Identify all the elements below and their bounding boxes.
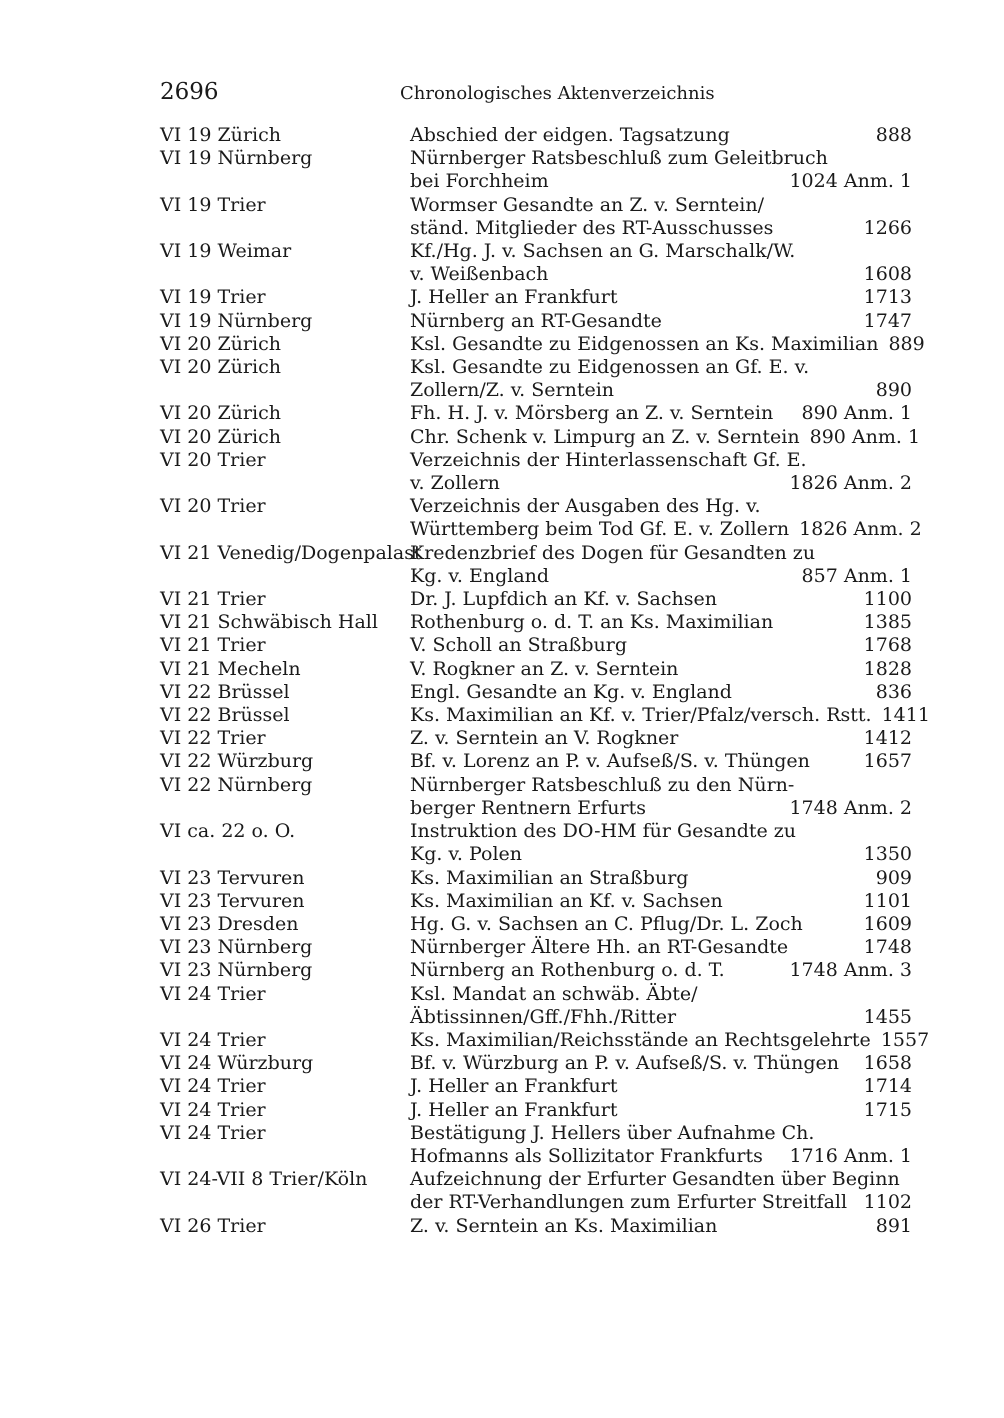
entry-date-place: VI 21 Schwäbisch Hall — [160, 611, 378, 634]
list-item — [160, 820, 912, 866]
entry-description — [410, 449, 912, 495]
description-text: Bf. v. Lorenz an P. v. Aufseß/S. v. Thüngen — [410, 750, 810, 773]
entry-date-place: VI 24 Trier — [160, 1121, 266, 1144]
entry-reference-number: 1101 — [863, 889, 912, 912]
description-text: der RT-Verhandlungen zum Erfurter Streitfall — [410, 1191, 848, 1214]
description-line — [410, 518, 922, 541]
list-item — [160, 634, 912, 657]
entry-reference-number: 1747 — [863, 309, 912, 332]
entry-reference-number: 1411 — [881, 704, 930, 727]
entry-date-place: VI 22 Brüssel — [160, 704, 290, 727]
list-item — [160, 983, 912, 1029]
entry-description — [410, 1099, 912, 1122]
list-item — [160, 936, 912, 959]
description-line — [410, 240, 912, 263]
list-item — [160, 1215, 912, 1238]
description-text: Ks. Maximilian an Straßburg — [410, 866, 689, 889]
entry-reference-number: 1828 — [863, 657, 912, 680]
description-line — [410, 402, 912, 425]
description-line — [410, 565, 912, 588]
entry-date-place: VI 23 Tervuren — [160, 866, 305, 889]
entry-date-place: VI 26 Trier — [160, 1214, 266, 1237]
description-line — [410, 843, 912, 866]
description-text: Rothenburg o. d. T. an Ks. Maximilian — [410, 611, 774, 634]
entry-date-place: VI 21 Trier — [160, 634, 266, 657]
description-line — [410, 472, 912, 495]
description-line — [410, 1075, 912, 1098]
entry-date-place: VI 23 Dresden — [160, 912, 299, 935]
description-line — [410, 194, 912, 217]
entry-reference-number: 1715 — [863, 1098, 912, 1121]
list-item — [160, 867, 912, 890]
entry-reference-number: 1748 Anm. 2 — [789, 796, 912, 819]
list-item — [160, 611, 912, 634]
entry-date-place: VI 23 Nürnberg — [160, 959, 313, 982]
description-line — [410, 959, 912, 982]
description-line — [410, 1099, 912, 1122]
description-line — [410, 379, 912, 402]
entry-description — [410, 727, 912, 750]
description-text: Instruktion des DO-HM für Gesandte zu — [410, 820, 797, 843]
entry-reference-number: 1350 — [863, 843, 912, 866]
description-text: Ks. Maximilian/Reichsstände an Rechtsgelehrte — [410, 1028, 871, 1051]
running-title: Chronologisches Aktenverzeichnis — [400, 83, 715, 104]
entry-date-place: VI 22 Trier — [160, 727, 266, 750]
description-text: Württemberg beim Tod Gf. E. v. Zollern — [410, 518, 790, 541]
list-item — [160, 727, 912, 750]
entry-list — [160, 124, 930, 1238]
entry-description — [410, 750, 912, 773]
entry-date-place: VI 21 Mecheln — [160, 657, 301, 680]
entry-reference-number: 857 Anm. 1 — [801, 564, 912, 587]
description-text: Z. v. Serntein an Ks. Maximilian — [410, 1214, 718, 1237]
list-item — [160, 1168, 912, 1214]
list-item — [160, 890, 912, 913]
description-line — [410, 147, 912, 170]
description-text: Hofmanns als Sollizitator Frankfurts — [410, 1144, 763, 1167]
list-item — [160, 1075, 912, 1098]
description-text: Aufzeichnung der Erfurter Gesandten über Beginn — [410, 1168, 900, 1191]
description-line — [410, 356, 912, 379]
entry-date-place: VI 21 Trier — [160, 588, 266, 611]
description-text: J. Heller an Frankfurt — [410, 286, 618, 309]
description-text: Z. v. Serntein an V. Rogkner — [410, 727, 679, 750]
entry-description — [410, 1052, 912, 1075]
entry-reference-number: 1658 — [863, 1052, 912, 1075]
description-text: berger Rentnern Erfurts — [410, 796, 646, 819]
list-item — [160, 658, 912, 681]
list-item — [160, 750, 912, 773]
entry-date-place: VI 20 Zürich — [160, 356, 281, 379]
description-text: v. Zollern — [410, 472, 500, 495]
description-text: Äbtissinnen/Gff./Fhh./Ritter — [410, 1005, 677, 1028]
entry-description — [410, 286, 912, 309]
entry-description — [410, 704, 930, 727]
entry-description — [410, 124, 912, 147]
description-line — [410, 704, 930, 727]
description-text: Bf. v. Würzburg an P. v. Aufseß/S. v. Thüngen — [410, 1052, 839, 1075]
entry-reference-number: 1748 Anm. 3 — [789, 959, 912, 982]
entry-description — [410, 426, 920, 449]
entry-reference-number: 1609 — [863, 912, 912, 935]
description-line — [410, 867, 912, 890]
entry-reference-number: 1455 — [863, 1005, 912, 1028]
description-line — [410, 936, 912, 959]
entry-date-place: VI 23 Nürnberg — [160, 936, 313, 959]
list-item — [160, 124, 912, 147]
description-line — [410, 426, 920, 449]
entry-date-place: VI 20 Zürich — [160, 332, 281, 355]
page-number: 2696 — [160, 79, 219, 105]
description-text: Nürnberg an RT-Gesandte — [410, 309, 662, 332]
description-text: Dr. J. Lupfdich an Kf. v. Sachsen — [410, 588, 717, 611]
description-text: Bestätigung J. Hellers über Aufnahme Ch. — [410, 1121, 815, 1144]
entry-description — [410, 333, 925, 356]
list-item — [160, 147, 912, 193]
entry-description — [410, 495, 922, 541]
entry-description — [410, 588, 912, 611]
entry-date-place: VI 19 Trier — [160, 286, 266, 309]
description-line — [410, 449, 912, 472]
description-line — [410, 890, 912, 913]
entry-reference-number: 1768 — [863, 634, 912, 657]
description-line — [410, 170, 912, 193]
description-line — [410, 1215, 912, 1238]
entry-reference-number: 1024 Anm. 1 — [789, 170, 912, 193]
list-item — [160, 240, 912, 286]
description-text: Nürnberger Ältere Hh. an RT-Gesandte — [410, 936, 789, 959]
description-text: V. Rogkner an Z. v. Serntein — [410, 657, 679, 680]
description-text: ständ. Mitglieder des RT-Ausschusses — [410, 216, 774, 239]
list-item — [160, 959, 912, 982]
description-text: Chr. Schenk v. Limpurg an Z. v. Serntein — [410, 425, 800, 448]
entry-date-place: VI 24-VII 8 Trier/Köln — [160, 1168, 368, 1191]
entry-reference-number: 1826 Anm. 2 — [789, 472, 912, 495]
list-item — [160, 704, 930, 727]
description-line — [410, 727, 912, 750]
description-text: Zollern/Z. v. Serntein — [410, 379, 615, 402]
entry-reference-number: 890 Anm. 1 — [809, 425, 921, 448]
entry-reference-number: 890 Anm. 1 — [801, 402, 912, 425]
description-line — [410, 983, 912, 1006]
entry-date-place: VI 20 Trier — [160, 495, 266, 518]
list-item — [160, 425, 921, 449]
entry-description — [410, 611, 912, 634]
entry-date-place: VI 21 Venedig/Dogenpalast — [160, 541, 422, 564]
description-line — [410, 774, 912, 797]
entry-description — [410, 310, 912, 333]
description-line — [410, 310, 912, 333]
entry-reference-number: 1557 — [880, 1028, 930, 1051]
entry-date-place: VI 19 Weimar — [160, 240, 292, 263]
entry-date-place: VI 24 Trier — [160, 982, 266, 1005]
description-line — [410, 634, 912, 657]
description-text: Ksl. Mandat an schwäb. Äbte/ — [410, 982, 698, 1005]
description-text: V. Scholl an Straßburg — [410, 634, 628, 657]
entry-reference-number: 1657 — [863, 750, 912, 773]
list-item — [160, 495, 922, 541]
description-line — [410, 1145, 912, 1168]
description-line — [410, 263, 912, 286]
description-text: Ksl. Gesandte zu Eidgenossen an Gf. E. v. — [410, 356, 810, 379]
entry-reference-number: 891 — [875, 1214, 912, 1237]
description-text: Kg. v. England — [410, 564, 550, 587]
entry-description — [410, 240, 912, 286]
entry-date-place: VI 24 Trier — [160, 1075, 266, 1098]
description-line — [410, 750, 912, 773]
list-item — [160, 310, 912, 333]
description-text: Fh. H. J. v. Mörsberg an Z. v. Serntein — [410, 402, 774, 425]
list-item — [160, 1122, 912, 1168]
description-line — [410, 1029, 929, 1052]
description-line — [410, 1122, 912, 1145]
entry-description — [410, 1122, 912, 1168]
list-item — [160, 194, 912, 240]
entry-date-place: VI 20 Zürich — [160, 425, 281, 448]
entry-date-place: VI 24 Trier — [160, 1098, 266, 1121]
list-item — [160, 681, 912, 704]
entry-description — [410, 1029, 929, 1052]
description-text: bei Forchheim — [410, 170, 549, 193]
entry-date-place: VI 23 Tervuren — [160, 889, 305, 912]
list-item — [160, 449, 912, 495]
description-text: Nürnberg an Rothenburg o. d. T. — [410, 959, 725, 982]
list-item — [160, 356, 912, 402]
entry-description — [410, 542, 912, 588]
entry-reference-number: 1716 Anm. 1 — [789, 1144, 912, 1167]
description-line — [410, 797, 912, 820]
description-line — [410, 658, 912, 681]
list-item — [160, 913, 912, 936]
entry-reference-number: 1100 — [863, 588, 912, 611]
list-item — [160, 774, 912, 820]
entry-date-place: VI 22 Brüssel — [160, 680, 290, 703]
list-item — [160, 588, 912, 611]
list-item — [160, 402, 912, 425]
description-text: Ks. Maximilian an Kf. v. Trier/Pfalz/versch. Rstt. — [410, 704, 872, 727]
entry-reference-number: 836 — [875, 680, 912, 703]
entry-date-place: VI 20 Trier — [160, 448, 266, 471]
entry-description — [410, 1168, 912, 1214]
entry-date-place: VI 20 Zürich — [160, 402, 281, 425]
description-text: Kg. v. Polen — [410, 843, 523, 866]
description-text: v. Weißenbach — [410, 263, 549, 286]
description-text: Verzeichnis der Ausgaben des Hg. v. — [410, 495, 761, 518]
entry-description — [410, 681, 912, 704]
description-text: Wormser Gesandte an Z. v. Serntein/ — [410, 193, 764, 216]
description-line — [410, 286, 912, 309]
entry-description — [410, 867, 912, 890]
description-line — [410, 681, 912, 704]
description-text: Ksl. Gesandte zu Eidgenossen an Ks. Maximilian — [410, 332, 879, 355]
entry-description — [410, 913, 912, 936]
description-line — [410, 124, 912, 147]
entry-description — [410, 890, 912, 913]
entry-description — [410, 959, 912, 982]
entry-description — [410, 634, 912, 657]
list-item — [160, 332, 925, 356]
entry-reference-number: 890 — [875, 379, 912, 402]
entry-description — [410, 936, 912, 959]
entry-reference-number: 889 — [888, 332, 925, 355]
entry-reference-number: 1826 Anm. 2 — [799, 518, 922, 541]
description-text: Nürnberger Ratsbeschluß zu den Nürn- — [410, 773, 795, 796]
entry-description — [410, 658, 912, 681]
entry-description — [410, 194, 912, 240]
entry-reference-number: 909 — [875, 866, 912, 889]
entry-date-place: VI 19 Trier — [160, 193, 266, 216]
page-header — [160, 78, 912, 108]
entry-description — [410, 1075, 912, 1098]
list-item — [160, 1099, 912, 1122]
list-item — [160, 542, 912, 588]
list-item — [160, 1052, 912, 1075]
description-line — [410, 588, 912, 611]
description-line — [410, 1191, 912, 1214]
description-text: J. Heller an Frankfurt — [410, 1098, 618, 1121]
entry-date-place: VI 19 Nürnberg — [160, 147, 313, 170]
entry-description — [410, 356, 912, 402]
entry-reference-number: 1102 — [863, 1191, 912, 1214]
entry-reference-number: 1748 — [863, 936, 912, 959]
entry-reference-number: 1608 — [863, 263, 912, 286]
entry-description — [410, 774, 912, 820]
description-text: Engl. Gesandte an Kg. v. England — [410, 680, 732, 703]
entry-description — [410, 402, 912, 425]
description-text: Nürnberger Ratsbeschluß zum Geleitbruch — [410, 147, 828, 170]
description-line — [410, 820, 912, 843]
entry-reference-number: 1266 — [863, 216, 912, 239]
entry-reference-number: 1385 — [863, 611, 912, 634]
entry-description — [410, 820, 912, 866]
entry-description — [410, 1215, 912, 1238]
entry-reference-number: 888 — [875, 124, 912, 146]
description-text: Kredenzbrief des Dogen für Gesandten zu — [410, 541, 816, 564]
description-line — [410, 913, 912, 936]
entry-date-place: VI 22 Würzburg — [160, 750, 314, 773]
entry-description — [410, 147, 912, 193]
description-text: Ks. Maximilian an Kf. v. Sachsen — [410, 889, 723, 912]
list-item — [160, 286, 912, 309]
entry-date-place: VI ca. 22 o. O. — [160, 820, 296, 843]
entry-reference-number: 1713 — [863, 286, 912, 309]
description-text: Kf./Hg. J. v. Sachsen an G. Marschalk/W. — [410, 240, 796, 263]
entry-date-place: VI 19 Nürnberg — [160, 309, 313, 332]
description-line — [410, 333, 925, 356]
description-line — [410, 611, 912, 634]
description-text: Verzeichnis der Hinterlassenschaft Gf. E. — [410, 448, 807, 471]
description-text: Abschied der eidgen. Tagsatzung — [410, 124, 730, 146]
entry-date-place: VI 24 Trier — [160, 1028, 266, 1051]
description-text: J. Heller an Frankfurt — [410, 1075, 618, 1098]
description-line — [410, 217, 912, 240]
list-item — [160, 1028, 930, 1052]
document-page — [160, 78, 930, 1238]
description-line — [410, 495, 922, 518]
entry-date-place: VI 24 Würzburg — [160, 1052, 314, 1075]
entry-reference-number: 1412 — [863, 727, 912, 750]
entry-reference-number: 1714 — [863, 1075, 912, 1098]
entry-date-place: VI 19 Zürich — [160, 124, 281, 146]
entry-description — [410, 983, 912, 1029]
entry-date-place: VI 22 Nürnberg — [160, 773, 313, 796]
description-line — [410, 542, 912, 565]
description-line — [410, 1168, 912, 1191]
description-text: Hg. G. v. Sachsen an C. Pflug/Dr. L. Zoch — [410, 912, 803, 935]
description-line — [410, 1052, 912, 1075]
description-line — [410, 1006, 912, 1029]
